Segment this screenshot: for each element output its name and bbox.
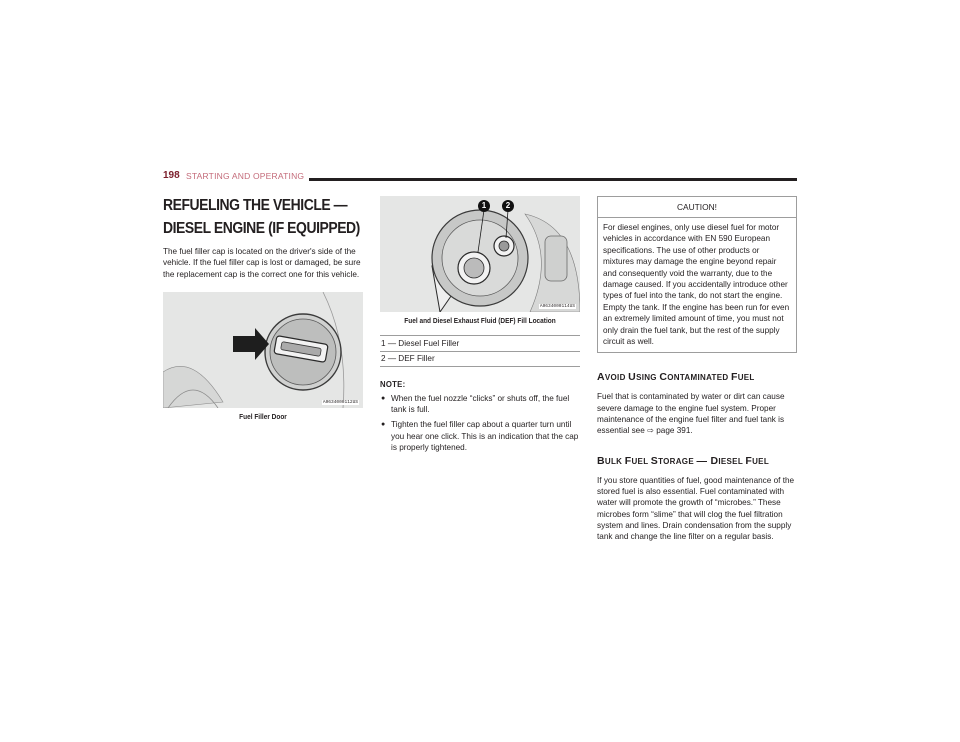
figure-code: A0634000112US [322,399,358,405]
fuel-def-fill-illustration [380,196,580,312]
callout-1: 1 [478,200,490,212]
section-paragraph: If you store quantities of fuel, good maintenance of the stored fuel is also essential. Fuel contaminated with water will promote the growth of “microbes.” These microbes form “slime” that will clog the fuel filtration system and lines. Drain condensation from the supply tank and change the line filter on a regular basis. [597,475,795,542]
note-text: When the fuel nozzle “clicks” or shuts off, the fuel tank is full. [391,394,570,415]
page-reference-link[interactable]: page 391. [656,426,693,436]
bullet-icon: ● [381,395,386,402]
section-paragraph [597,391,797,436]
callout-2: 2 [502,200,514,212]
note-item [380,393,580,415]
page-header [163,170,797,184]
fuel-def-fill-figure [380,196,580,312]
section-text: Fuel that is contaminated by water or dirt can cause severe damage to the engine fuel system. Proper maintenance of the engine fuel filter and fuel tank is essential see [597,392,785,436]
figure-code: A0634000114US [539,304,575,309]
legend-item: 2 — DEF Filler [380,352,580,367]
note-text: Tighten the fuel filler cap about a quarter turn until you hear one click. This is an indication that the cap is properly tightened. [391,420,579,452]
page-title: REFUELING THE VEHICLE — DIESEL ENGINE (IF EQUIPPED) [163,197,360,237]
column-2 [380,196,580,453]
note-item [380,419,580,453]
fuel-filler-door-illustration [163,292,363,408]
column-1 [163,194,363,421]
header-rule [309,178,797,181]
figure-legend [380,335,580,367]
legend-item: 1 — Diesel Fuel Filler [380,336,580,352]
caution-title: CAUTION! [598,197,796,218]
section-heading: AVOID USING CONTAMINATED FUEL [597,371,755,384]
figure-caption: Fuel Filler Door [239,411,287,421]
bullet-icon: ● [381,421,386,429]
note-title: NOTE: [380,379,406,389]
page-number: 198 [163,170,180,181]
fuel-filler-door-figure [163,292,363,408]
page-ref-arrow-icon: ⇨ [647,426,654,436]
caution-text: For diesel engines, only use diesel fuel for motor vehicles in accordance with EN 590 European specifications. The use of other products or mixtures may damage the engine beyond repair and consequently void the warranty, due to the damage caused. If you accidentally introduce other types of fuel into the tank, do not start the engine. Empty the tank. If the engine has been run for even an extremely limited amount of time, you must not only drain the fuel tank, but the rest of the supply circuit as well. [603,223,790,347]
intro-paragraph: The fuel filler cap is located on the driver's side of the vehicle. If the fuel filler cap is lost or damaged, be sure the replacement cap is the correct one for this vehicle. [163,247,361,279]
section-heading: BULK FUEL STORAGE — DIESEL FUEL [597,454,770,467]
column-3 [597,196,797,542]
figure-caption: Fuel and Diesel Exhaust Fluid (DEF) Fill Location [404,316,556,325]
caution-box [597,196,797,353]
section-title: STARTING AND OPERATING [186,171,305,181]
